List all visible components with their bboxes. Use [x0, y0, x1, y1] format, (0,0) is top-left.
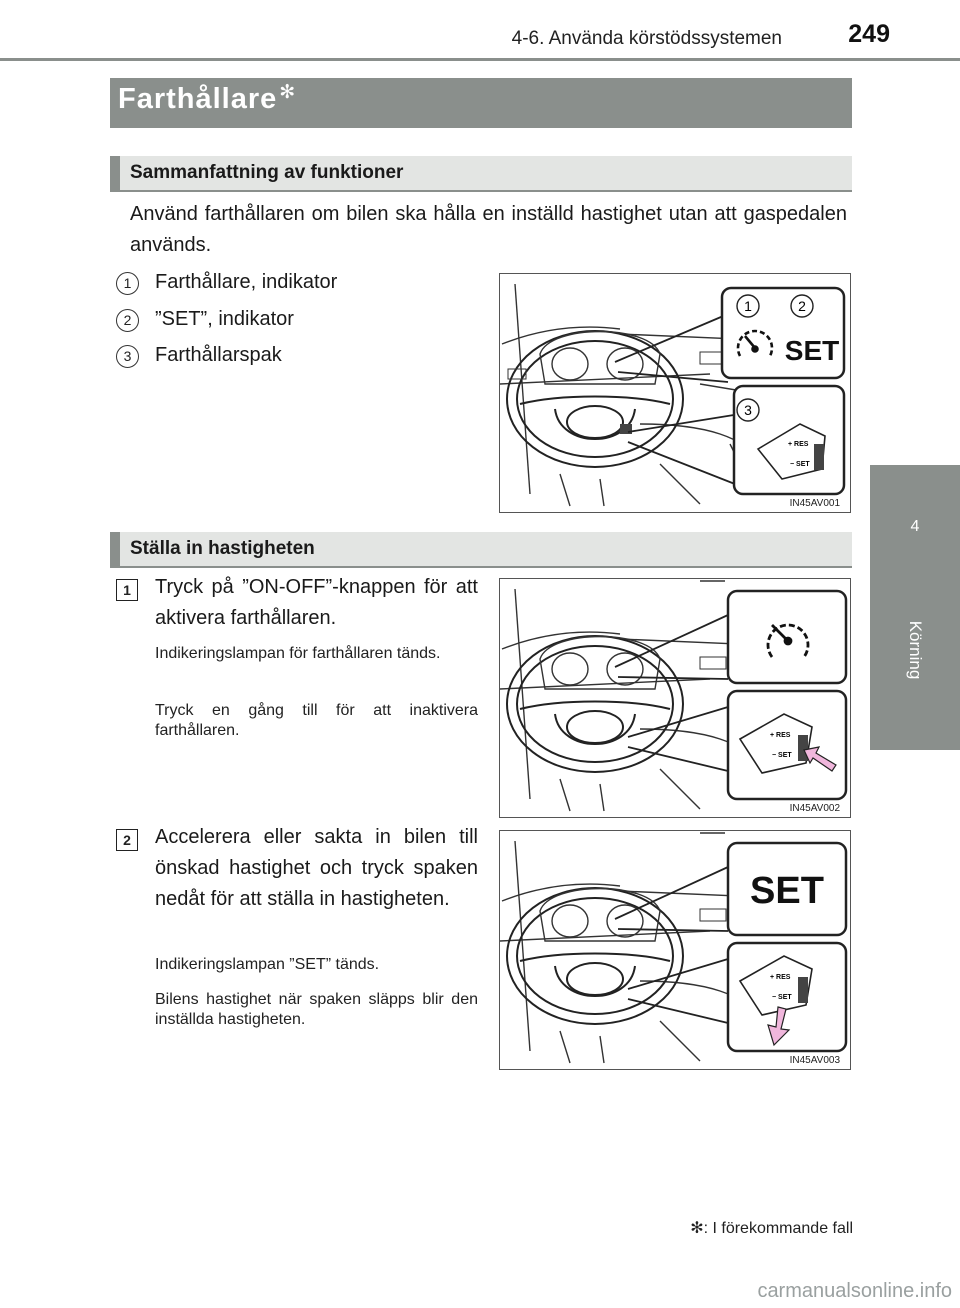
list-number-3: 3	[116, 345, 139, 368]
footnote-text: : I förekommande fall	[703, 1220, 853, 1237]
section-heading-accent	[110, 532, 120, 568]
side-tab-label	[870, 620, 960, 700]
lever-minus-set: − SET	[790, 461, 810, 468]
step-number-1: 1	[116, 579, 138, 601]
list-item-label-1: Farthållare, indikator	[155, 271, 338, 293]
watermark: carmanualsonline.info	[757, 1280, 952, 1302]
callout-leaders	[628, 414, 740, 486]
figure-cruise-overview	[499, 273, 851, 513]
section-heading-text: Ställa in hastigheten	[130, 538, 315, 559]
lever-plus-res: + RES	[770, 974, 791, 981]
step-number-2: 2	[116, 829, 138, 851]
list-number-2: 2	[116, 309, 139, 332]
intro-paragraph: Använd farthållaren om bilen ska hålla en inställd hastighet utan att gaspedalen används.	[130, 203, 847, 256]
steering-wheel	[507, 636, 683, 772]
step-1-text: Tryck på ”ON-OFF”-knappen för att aktivera farthållaren.	[155, 576, 478, 629]
header-rule	[0, 58, 960, 61]
figure-set-speed	[499, 830, 851, 1070]
lever-plus-res: + RES	[770, 732, 791, 739]
steering-wheel	[507, 888, 683, 1024]
lever-minus-set: − SET	[772, 752, 792, 759]
section-heading-set-speed	[110, 532, 852, 568]
title-asterisk-icon: ✻	[279, 82, 297, 103]
instrument-cluster	[540, 637, 660, 690]
section-heading-summary	[110, 156, 852, 192]
side-tab-label-text: Körning	[906, 620, 925, 680]
set-indicator-text: SET	[750, 870, 824, 912]
list-number-1: 1	[116, 272, 139, 295]
page-title	[118, 81, 296, 116]
callout-number-2-text: 2	[798, 298, 806, 314]
lever-minus-set: − SET	[772, 994, 792, 1001]
page-title-text: Farthållare	[118, 83, 278, 115]
page-number: 249	[848, 20, 890, 48]
steering-wheel	[507, 331, 683, 467]
callout-number-3-text: 3	[744, 402, 752, 418]
chapter-side-tab	[870, 465, 960, 750]
lever-plus-res: + RES	[788, 441, 809, 448]
set-indicator-text: SET	[784, 335, 840, 366]
figure-code: IN45AV003	[789, 1055, 840, 1066]
chapter-heading: 4-6. Använda körstödssystemen	[511, 28, 782, 49]
footnote-asterisk-icon: ✻	[690, 1220, 704, 1237]
vent-grille	[700, 909, 726, 921]
step-2-note-2: Bilens hastighet när spaken släpps blir den inställda hastigheten.	[155, 991, 478, 1028]
instrument-cluster	[540, 889, 660, 942]
section-heading-accent	[110, 156, 120, 192]
dashboard-illustration	[500, 831, 850, 1069]
figure-code: IN45AV002	[789, 803, 840, 814]
figure-on-off-button	[499, 578, 851, 818]
step-2-text: Accelerera eller sakta in bilen till önskad hastighet och tryck spaken nedåt för att ställa in hastigheten.	[155, 826, 478, 910]
callout-number-1-text: 1	[744, 298, 752, 314]
figure-code: IN45AV001	[789, 498, 840, 509]
footnote	[560, 1218, 853, 1238]
section-heading-text: Sammanfattning av funktioner	[130, 162, 404, 183]
dashboard-illustration	[500, 579, 850, 817]
dashboard-illustration	[500, 274, 850, 512]
vent-grille	[700, 657, 726, 669]
side-tab-number: 4	[910, 518, 920, 535]
list-item-label-2: ”SET”, indikator	[155, 308, 294, 330]
step-1-note-1: Indikeringslampan för farthållaren tänds.	[155, 645, 441, 662]
instrument-cluster	[540, 332, 660, 385]
list-item-label-3: Farthållarspak	[155, 344, 282, 366]
step-2-note-1: Indikeringslampan ”SET” tänds.	[155, 956, 380, 973]
step-1-note-2: Tryck en gång till för att inaktivera farthållaren.	[155, 702, 478, 739]
